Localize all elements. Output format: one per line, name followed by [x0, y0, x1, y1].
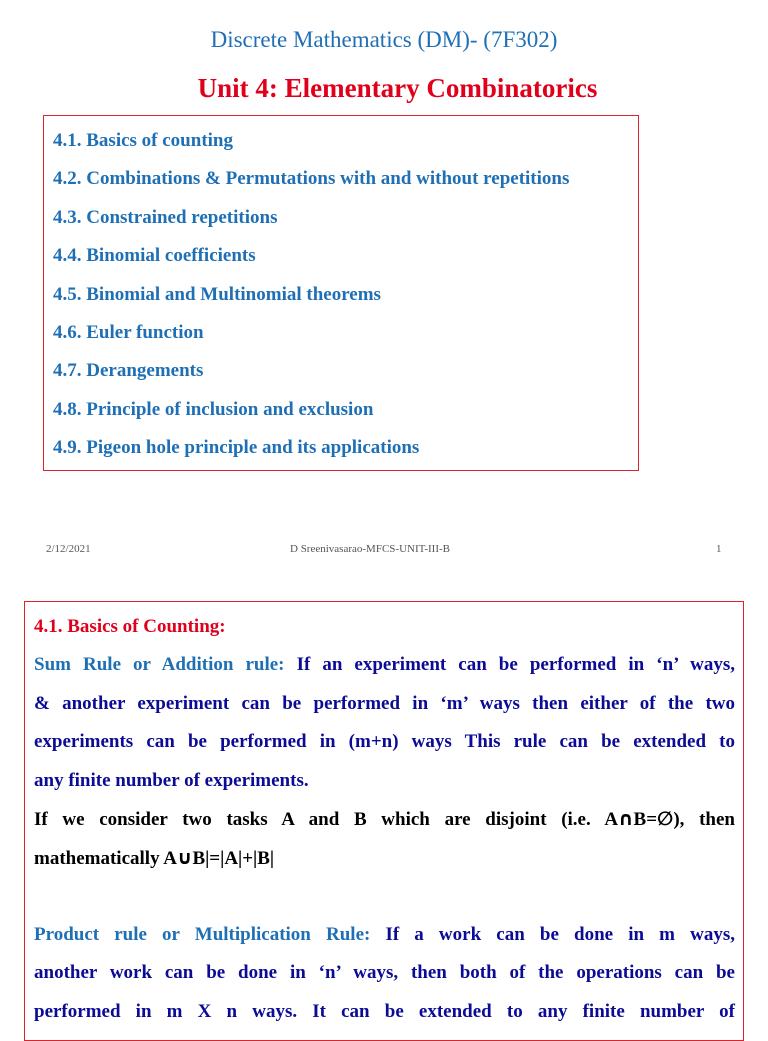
- formula-prefix: mathematically A: [34, 848, 178, 869]
- topic-item: 4.5. Binomial and Multinomial theorems: [53, 284, 381, 305]
- formula-suffix: B|=|A|+|B|: [192, 848, 275, 869]
- union-symbol: ∪: [177, 847, 193, 869]
- product-rule-line-3: performed in m X n ways. It can be extended to any finite number of: [34, 1001, 735, 1022]
- intersection-symbol: ∩: [618, 808, 634, 830]
- topics-box: [43, 115, 639, 471]
- topic-item: 4.3. Constrained repetitions: [53, 207, 278, 228]
- disjoint-text-suffix: ), then: [673, 809, 735, 830]
- sum-rule-line-3: experiments can be performed in (m+n) ways This rule can be extended to: [34, 731, 735, 752]
- topic-item: 4.8. Principle of inclusion and exclusion: [53, 399, 374, 420]
- sum-rule-line-4: any finite number of experiments.: [34, 770, 309, 791]
- topic-item: 4.2. Combinations & Permutations with and without repetitions: [53, 168, 570, 189]
- topic-item: 4.1. Basics of counting: [53, 130, 233, 151]
- topic-item: 4.4. Binomial coefficients: [53, 245, 256, 266]
- disjoint-text-prefix: If we consider two tasks A and B which are disjoint (i.e. A: [34, 809, 619, 830]
- unit-title: Unit 4: Elementary Combinatorics: [197, 73, 598, 103]
- topic-item: 4.7. Derangements: [53, 360, 204, 381]
- disjoint-line-2: [34, 845, 735, 872]
- topic-item: 4.6. Euler function: [53, 322, 204, 343]
- sum-rule-line-2: & another experiment can be performed in ‘m’ ways then either of the two: [34, 693, 735, 714]
- footer-author: D Sreenivasarao-MFCS-UNIT-III-B: [290, 543, 450, 555]
- footer-date: 2/12/2021: [46, 543, 91, 555]
- content-box: [24, 601, 744, 1041]
- empty-set-symbol: ∅: [657, 808, 674, 830]
- footer-page-number: 1: [716, 543, 722, 555]
- disjoint-text-mid: B=: [633, 809, 658, 830]
- disjoint-line-1: [34, 806, 735, 833]
- product-rule-text: If a work can be done in m ways,: [385, 924, 735, 945]
- course-title: Discrete Mathematics (DM)- (7F302): [210, 27, 558, 52]
- topic-item: 4.9. Pigeon hole principle and its applications: [53, 437, 420, 458]
- sum-rule-text: If an experiment can be performed in ‘n’ ways,: [296, 654, 736, 675]
- product-rule-line-1: [34, 922, 735, 948]
- sum-rule-line-1: [34, 652, 735, 678]
- sum-rule-term: Sum Rule or Addition rule:: [34, 654, 285, 675]
- product-rule-line-2: another work can be done in ‘n’ ways, then both of the operations can be: [34, 962, 735, 983]
- product-rule-term: Product rule or Multiplication Rule:: [34, 924, 371, 945]
- section-heading: 4.1. Basics of Counting:: [34, 616, 226, 637]
